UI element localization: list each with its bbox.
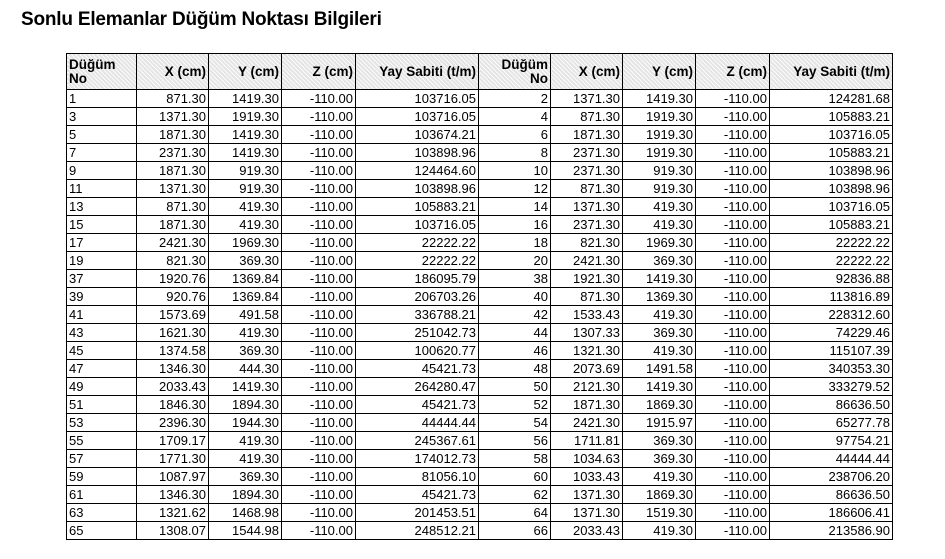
spring-constant-cell: 45421.73 [356,396,479,414]
spring-constant-cell: 113816.89 [770,288,893,306]
z-cell: -110.00 [696,306,770,324]
node-no-cell: 60 [479,468,551,486]
y-cell: 1369.84 [209,288,282,306]
y-cell: 369.30 [623,252,696,270]
x-cell: 2371.30 [137,144,209,162]
x-cell: 1871.30 [551,126,623,144]
z-cell: -110.00 [696,234,770,252]
y-cell: 444.30 [209,360,282,378]
spring-constant-cell: 22222.22 [770,252,893,270]
y-cell: 1969.30 [209,234,282,252]
x-cell: 2371.30 [551,162,623,180]
x-cell: 1034.63 [551,450,623,468]
x-cell: 821.30 [551,234,623,252]
z-cell: -110.00 [282,162,356,180]
y-cell: 419.30 [623,468,696,486]
y-cell: 419.30 [623,198,696,216]
y-cell: 369.30 [209,468,282,486]
spring-constant-cell: 228312.60 [770,306,893,324]
y-cell: 369.30 [209,252,282,270]
x-cell: 821.30 [137,252,209,270]
node-no-cell: 41 [67,306,137,324]
node-no-cell: 50 [479,378,551,396]
z-cell: -110.00 [696,360,770,378]
node-no-cell: 13 [67,198,137,216]
y-cell: 1419.30 [209,378,282,396]
z-cell: -110.00 [696,198,770,216]
header-z-left: Z (cm) [282,54,356,90]
header-y-right: Y (cm) [623,54,696,90]
node-no-cell: 16 [479,216,551,234]
y-cell: 919.30 [623,162,696,180]
node-table-body [67,90,893,540]
node-no-cell: 48 [479,360,551,378]
x-cell: 1871.30 [551,396,623,414]
node-no-cell: 56 [479,432,551,450]
spring-constant-cell: 124281.68 [770,90,893,108]
table-row [67,288,893,306]
y-cell: 419.30 [209,450,282,468]
node-no-cell: 10 [479,162,551,180]
spring-constant-cell: 105883.21 [770,216,893,234]
spring-constant-cell: 251042.73 [356,324,479,342]
y-cell: 1519.30 [623,504,696,522]
node-no-cell: 20 [479,252,551,270]
x-cell: 2421.30 [551,252,623,270]
table-row [67,216,893,234]
header-spring-right: Yay Sabiti (t/m) [770,54,893,90]
x-cell: 1321.30 [551,342,623,360]
x-cell: 2033.43 [551,522,623,540]
x-cell: 1371.30 [551,504,623,522]
spring-constant-cell: 97754.21 [770,432,893,450]
table-row [67,270,893,288]
node-no-cell: 47 [67,360,137,378]
node-no-cell: 52 [479,396,551,414]
y-cell: 1969.30 [623,234,696,252]
table-row [67,504,893,522]
spring-constant-cell: 103716.05 [770,198,893,216]
z-cell: -110.00 [696,486,770,504]
y-cell: 1919.30 [623,144,696,162]
z-cell: -110.00 [282,144,356,162]
y-cell: 419.30 [623,522,696,540]
node-no-cell: 12 [479,180,551,198]
spring-constant-cell: 340353.30 [770,360,893,378]
node-no-cell: 39 [67,288,137,306]
page-title: Sonlu Elemanlar Düğüm Noktası Bilgileri [21,9,382,30]
table-row [67,144,893,162]
z-cell: -110.00 [282,126,356,144]
header-x-right: X (cm) [551,54,623,90]
z-cell: -110.00 [696,432,770,450]
table-header-row [67,54,893,90]
node-table [66,53,893,540]
x-cell: 1033.43 [551,468,623,486]
spring-constant-cell: 22222.22 [356,234,479,252]
x-cell: 1371.30 [551,198,623,216]
table-row [67,180,893,198]
z-cell: -110.00 [696,270,770,288]
z-cell: -110.00 [282,90,356,108]
node-no-cell: 57 [67,450,137,468]
x-cell: 1573.69 [137,306,209,324]
node-no-cell: 8 [479,144,551,162]
z-cell: -110.00 [696,414,770,432]
z-cell: -110.00 [282,324,356,342]
spring-constant-cell: 92836.88 [770,270,893,288]
node-no-cell: 1 [67,90,137,108]
x-cell: 2421.30 [551,414,623,432]
spring-constant-cell: 100620.77 [356,342,479,360]
z-cell: -110.00 [282,342,356,360]
spring-constant-cell: 333279.52 [770,378,893,396]
node-no-cell: 45 [67,342,137,360]
x-cell: 1371.30 [551,486,623,504]
z-cell: -110.00 [696,288,770,306]
spring-constant-cell: 81056.10 [356,468,479,486]
y-cell: 1419.30 [209,126,282,144]
z-cell: -110.00 [282,504,356,522]
node-no-cell: 66 [479,522,551,540]
y-cell: 919.30 [209,162,282,180]
table-row [67,522,893,540]
z-cell: -110.00 [696,468,770,486]
x-cell: 1711.81 [551,432,623,450]
z-cell: -110.00 [696,126,770,144]
z-cell: -110.00 [696,252,770,270]
node-no-cell: 59 [67,468,137,486]
x-cell: 1307.33 [551,324,623,342]
node-no-cell: 18 [479,234,551,252]
node-no-cell: 15 [67,216,137,234]
x-cell: 2396.30 [137,414,209,432]
x-cell: 871.30 [551,108,623,126]
node-no-cell: 38 [479,270,551,288]
node-no-cell: 11 [67,180,137,198]
spring-constant-cell: 74229.46 [770,324,893,342]
spring-constant-cell: 248512.21 [356,522,479,540]
z-cell: -110.00 [282,234,356,252]
y-cell: 1944.30 [209,414,282,432]
x-cell: 871.30 [137,198,209,216]
z-cell: -110.00 [282,522,356,540]
z-cell: -110.00 [696,216,770,234]
z-cell: -110.00 [282,360,356,378]
node-no-cell: 5 [67,126,137,144]
node-no-cell: 44 [479,324,551,342]
spring-constant-cell: 86636.50 [770,396,893,414]
node-no-cell: 17 [67,234,137,252]
node-no-cell: 64 [479,504,551,522]
table-row [67,468,893,486]
y-cell: 1419.30 [209,90,282,108]
y-cell: 419.30 [209,198,282,216]
spring-constant-cell: 103898.96 [770,180,893,198]
y-cell: 1491.58 [623,360,696,378]
table-row [67,306,893,324]
z-cell: -110.00 [696,378,770,396]
spring-constant-cell: 264280.47 [356,378,479,396]
y-cell: 419.30 [209,324,282,342]
table-row [67,432,893,450]
y-cell: 491.58 [209,306,282,324]
header-spring-left: Yay Sabiti (t/m) [356,54,479,90]
spring-constant-cell: 86636.50 [770,486,893,504]
y-cell: 369.30 [623,324,696,342]
spring-constant-cell: 103716.05 [356,108,479,126]
y-cell: 1919.30 [209,108,282,126]
x-cell: 2371.30 [551,144,623,162]
z-cell: -110.00 [696,324,770,342]
z-cell: -110.00 [696,162,770,180]
z-cell: -110.00 [282,414,356,432]
x-cell: 1871.30 [137,126,209,144]
z-cell: -110.00 [282,306,356,324]
spring-constant-cell: 103716.05 [356,216,479,234]
node-no-cell: 63 [67,504,137,522]
spring-constant-cell: 103716.05 [356,90,479,108]
y-cell: 1919.30 [623,108,696,126]
y-cell: 1369.84 [209,270,282,288]
spring-constant-cell: 103674.21 [356,126,479,144]
table-row [67,234,893,252]
y-cell: 419.30 [623,216,696,234]
z-cell: -110.00 [282,378,356,396]
x-cell: 1921.30 [551,270,623,288]
node-no-cell: 4 [479,108,551,126]
y-cell: 419.30 [623,306,696,324]
y-cell: 1894.30 [209,396,282,414]
x-cell: 920.76 [137,288,209,306]
node-no-cell: 65 [67,522,137,540]
table-row [67,414,893,432]
node-no-cell: 14 [479,198,551,216]
x-cell: 2033.43 [137,378,209,396]
table-row [67,378,893,396]
header-y-left: Y (cm) [209,54,282,90]
table-row [67,126,893,144]
node-no-cell: 62 [479,486,551,504]
x-cell: 1871.30 [137,162,209,180]
table-row [67,108,893,126]
z-cell: -110.00 [696,522,770,540]
z-cell: -110.00 [696,450,770,468]
node-no-cell: 53 [67,414,137,432]
spring-constant-cell: 186095.79 [356,270,479,288]
y-cell: 1869.30 [623,486,696,504]
spring-constant-cell: 22222.22 [356,252,479,270]
node-no-cell: 19 [67,252,137,270]
spring-constant-cell: 213586.90 [770,522,893,540]
spring-constant-cell: 44444.44 [356,414,479,432]
spring-constant-cell: 45421.73 [356,360,479,378]
x-cell: 1533.43 [551,306,623,324]
spring-constant-cell: 44444.44 [770,450,893,468]
node-no-cell: 51 [67,396,137,414]
y-cell: 1369.30 [623,288,696,306]
node-no-cell: 42 [479,306,551,324]
z-cell: -110.00 [696,342,770,360]
z-cell: -110.00 [282,486,356,504]
x-cell: 1087.97 [137,468,209,486]
table-row [67,342,893,360]
y-cell: 419.30 [209,432,282,450]
x-cell: 1920.76 [137,270,209,288]
x-cell: 2371.30 [551,216,623,234]
spring-constant-cell: 65277.78 [770,414,893,432]
y-cell: 1915.97 [623,414,696,432]
spring-constant-cell: 238706.20 [770,468,893,486]
table-row [67,252,893,270]
node-no-cell: 6 [479,126,551,144]
z-cell: -110.00 [282,252,356,270]
z-cell: -110.00 [282,396,356,414]
z-cell: -110.00 [696,108,770,126]
spring-constant-cell: 186606.41 [770,504,893,522]
header-node-no-right: Düğüm No [479,54,551,90]
spring-constant-cell: 105883.21 [770,144,893,162]
x-cell: 1321.62 [137,504,209,522]
node-no-cell: 2 [479,90,551,108]
node-no-cell: 43 [67,324,137,342]
z-cell: -110.00 [696,90,770,108]
spring-constant-cell: 22222.22 [770,234,893,252]
spring-constant-cell: 124464.60 [356,162,479,180]
node-no-cell: 46 [479,342,551,360]
node-no-cell: 58 [479,450,551,468]
z-cell: -110.00 [696,144,770,162]
y-cell: 1869.30 [623,396,696,414]
y-cell: 1544.98 [209,522,282,540]
spring-constant-cell: 105883.21 [356,198,479,216]
x-cell: 1371.30 [137,108,209,126]
z-cell: -110.00 [282,432,356,450]
spring-constant-cell: 103898.96 [356,180,479,198]
y-cell: 919.30 [623,180,696,198]
spring-constant-cell: 201453.51 [356,504,479,522]
x-cell: 2421.30 [137,234,209,252]
y-cell: 1419.30 [209,144,282,162]
node-no-cell: 9 [67,162,137,180]
y-cell: 419.30 [623,342,696,360]
y-cell: 369.30 [623,432,696,450]
x-cell: 871.30 [551,180,623,198]
spring-constant-cell: 103716.05 [770,126,893,144]
z-cell: -110.00 [282,288,356,306]
header-node-no-left: Düğüm No [67,54,137,90]
x-cell: 1371.30 [137,180,209,198]
z-cell: -110.00 [696,180,770,198]
x-cell: 1371.30 [551,90,623,108]
header-x-left: X (cm) [137,54,209,90]
spring-constant-cell: 103898.96 [356,144,479,162]
table-row [67,324,893,342]
table-row [67,162,893,180]
x-cell: 1374.58 [137,342,209,360]
x-cell: 1771.30 [137,450,209,468]
x-cell: 2121.30 [551,378,623,396]
y-cell: 1419.30 [623,378,696,396]
node-no-cell: 54 [479,414,551,432]
y-cell: 1419.30 [623,90,696,108]
node-no-cell: 3 [67,108,137,126]
spring-constant-cell: 45421.73 [356,486,479,504]
x-cell: 871.30 [137,90,209,108]
y-cell: 919.30 [209,180,282,198]
header-z-right: Z (cm) [696,54,770,90]
z-cell: -110.00 [282,180,356,198]
z-cell: -110.00 [282,270,356,288]
node-no-cell: 61 [67,486,137,504]
table-row [67,360,893,378]
y-cell: 369.30 [209,342,282,360]
y-cell: 1894.30 [209,486,282,504]
spring-constant-cell: 245367.61 [356,432,479,450]
x-cell: 1846.30 [137,396,209,414]
x-cell: 1709.17 [137,432,209,450]
x-cell: 871.30 [551,288,623,306]
spring-constant-cell: 206703.26 [356,288,479,306]
table-row [67,450,893,468]
x-cell: 2073.69 [551,360,623,378]
spring-constant-cell: 115107.39 [770,342,893,360]
y-cell: 1919.30 [623,126,696,144]
y-cell: 1468.98 [209,504,282,522]
z-cell: -110.00 [282,468,356,486]
z-cell: -110.00 [696,504,770,522]
x-cell: 1346.30 [137,360,209,378]
z-cell: -110.00 [282,198,356,216]
table-row [67,396,893,414]
table-row [67,198,893,216]
y-cell: 369.30 [623,450,696,468]
z-cell: -110.00 [282,108,356,126]
node-no-cell: 40 [479,288,551,306]
x-cell: 1871.30 [137,216,209,234]
x-cell: 1308.07 [137,522,209,540]
spring-constant-cell: 174012.73 [356,450,479,468]
spring-constant-cell: 103898.96 [770,162,893,180]
y-cell: 1419.30 [623,270,696,288]
z-cell: -110.00 [282,450,356,468]
table-row [67,90,893,108]
node-no-cell: 49 [67,378,137,396]
spring-constant-cell: 105883.21 [770,108,893,126]
z-cell: -110.00 [282,216,356,234]
table-row [67,486,893,504]
spring-constant-cell: 336788.21 [356,306,479,324]
y-cell: 419.30 [209,216,282,234]
x-cell: 1346.30 [137,486,209,504]
node-no-cell: 7 [67,144,137,162]
node-no-cell: 55 [67,432,137,450]
z-cell: -110.00 [696,396,770,414]
node-no-cell: 37 [67,270,137,288]
x-cell: 1621.30 [137,324,209,342]
